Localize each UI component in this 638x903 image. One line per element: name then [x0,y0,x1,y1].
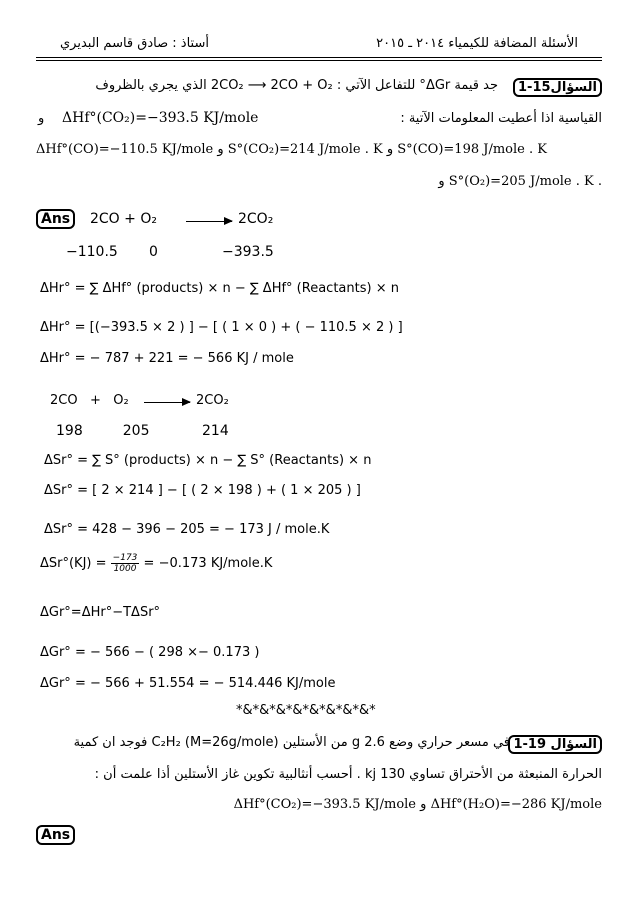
equation-1-values-left: −110.5 0 [66,244,158,260]
fraction-denominator: 1000 [113,564,137,574]
formula-entropy: ΔSr° = ∑ S° (products) × n − ∑ S° (Reactants) × n [44,453,372,468]
header-rule-top [36,57,602,58]
question-19-line3: ΔHf°(H₂O)=−286 KJ/mole و ΔHf°(CO₂)=−393.5 KJ/mole [233,797,602,812]
calc-entropy-3 [40,553,272,574]
equation-2-left: 2CO + O₂ [50,393,129,408]
equation-2-arrow [144,402,190,403]
header-title: الأسئلة المضافة للكيمياء ٢٠١٤ ـ ٢٠١٥ [376,36,578,51]
equation-1-values-right: −393.5 [222,244,274,260]
calc-entropy-3-fraction [111,553,140,574]
equation-1-arrow [186,221,232,222]
header-rule-bottom [36,60,602,61]
calc-entropy-3-suffix: = −0.173 KJ/mole.K [143,556,273,571]
ans-box-2: Ans [36,825,75,845]
equation-1-right: 2CO₂ [238,211,274,227]
calc-enthalpy-1: ΔHr° = [(−393.5 × 2 ) ] − [ ( 1 × 0 ) + ( − 110.5 × 2 ) ] [40,320,403,335]
equation-2-values-right: 214 [202,423,229,439]
question-15-box: السؤال15-1 [513,78,602,97]
question-19-line1: في مسعر حراري وضع 2.6 g من الأستلين C₂H₂ (M=26g/mole) فوجد ان كمية [73,735,510,750]
calc-gibbs-2: ΔGr° = − 566 + 51.554 = − 514.446 KJ/mole [40,676,336,691]
calc-entropy-2: ΔSr° = 428 − 396 − 205 = − 173 J / mole.K [44,522,330,537]
question-19-label [508,733,602,752]
question-15-line3: S°(CO)=198 J/mole . K و S°(CO₂)=214 J/mole . K و ΔHf°(CO)=−110.5 KJ/mole [36,142,547,157]
fraction-numerator: −173 [112,553,138,563]
equation-2-right: 2CO₂ [196,393,229,408]
calc-entropy-3-prefix: ΔSr°(KJ) = [40,556,107,571]
question-15-label [513,76,602,95]
question-15-line2-and: و [38,111,45,126]
calc-enthalpy-2: ΔHr° = − 787 + 221 = − 566 KJ / mole [40,351,294,366]
answer-1-label [36,208,75,227]
question-15-line4: . S°(O₂)=205 J/mole . K و [438,174,602,189]
question-15-line2-rtl: القياسية اذا أعطيت المعلومات الآتية : [400,111,602,126]
ans-box: Ans [36,209,75,229]
header-author: أستاذ : صادق قاسم البديري [60,36,209,51]
formula-enthalpy: ΔHr° = ∑ ΔHf° (products) × n − ∑ ΔHf° (Reactants) × n [40,281,399,296]
calc-entropy-1: ΔSr° = [ 2 × 214 ] − [ ( 2 × 198 ) + ( 1 × 205 ) ] [44,483,361,498]
equation-2-values-left: 198 205 [56,423,150,439]
answer-2-label [36,824,75,843]
question-19-line2: الحرارة المنبعثة من الأحتراق تساوي 130 kj . أحسب أنثالبية تكوين غاز الأستلين أذا علمت أن : [94,767,602,782]
calc-gibbs-1: ΔGr° = − 566 − ( 298 ×− 0.173 ) [40,645,260,660]
equation-1-left: 2CO + O₂ [90,211,157,227]
separator-line: *&*&*&*&*&*&*&*&* [236,703,376,718]
formula-gibbs: ΔGr°=ΔHr°−TΔSr° [40,605,161,620]
question-15-line2-ltr: ΔHf°(CO₂)=−393.5 KJ/mole [62,110,259,126]
question-19-box: السؤال 19-1 [508,735,602,754]
question-15-line1: جد قيمة ΔGr° للتفاعل الآتي : 2CO₂ ⟶ 2CO + O₂ الذي يجري بالظروف [95,78,498,93]
